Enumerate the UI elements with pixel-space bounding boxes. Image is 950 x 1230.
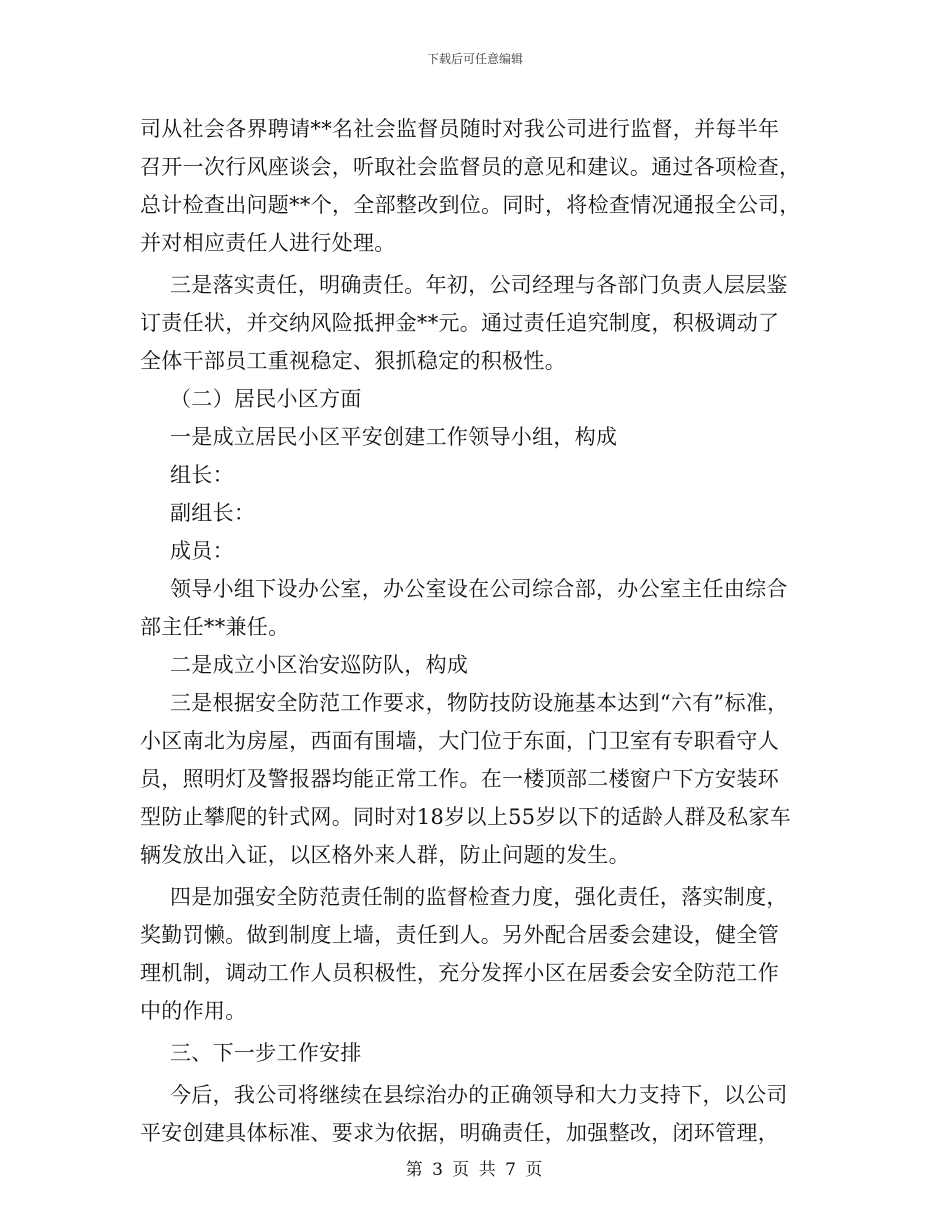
text-line: 总计检查出问题**个，全部整改到位。同时，将检查情况通报全公司， bbox=[140, 193, 801, 217]
text-line: 型防止攀爬的针式网。同时对18岁以上55岁以下的适龄人群及私家车 bbox=[140, 805, 792, 829]
text-line: 中的作用。 bbox=[140, 999, 247, 1023]
document-body bbox=[140, 110, 820, 1152]
text-line: 司从社会各界聘请**名社会监督员随时对我公司进行监督，并每半年 bbox=[140, 117, 780, 141]
paragraph-start: 四是加强安全防范责任制的监督检查力度，强化责任，落实制度， bbox=[170, 885, 788, 909]
text-line: 奖勤罚懒。做到制度上墙，责任到人。另外配合居委会建设，健全管 bbox=[140, 923, 779, 947]
text-line: 成员： bbox=[170, 539, 234, 563]
text-line: 订责任状，并交纳风险抵押金**元。通过责任追究制度，积极调动了 bbox=[140, 311, 780, 335]
text-line: 并对相应责任人进行处理。 bbox=[140, 231, 396, 255]
paragraph-start: 今后，我公司将继续在县综治办的正确领导和大力支持下，以公司 bbox=[170, 1083, 788, 1107]
text-line: 辆发放出入证，以区格外来人群，防止问题的发生。 bbox=[140, 843, 630, 867]
text-line: 员，照明灯及警报器均能正常工作。在一楼顶部二楼窗户下方安装环 bbox=[140, 767, 779, 791]
section-heading: （二）居民小区方面 bbox=[170, 387, 362, 411]
text-line: 全体干部员工重视稳定、狠抓稳定的积极性。 bbox=[140, 349, 566, 373]
paragraph-start: 一是成立居民小区平安创建工作领导小组，构成 bbox=[170, 425, 618, 449]
paragraph-start: 三是落实责任，明确责任。年初，公司经理与各部门负责人层层鉴 bbox=[170, 273, 788, 297]
text-line: 副组长： bbox=[170, 501, 256, 525]
text-line: 小区南北为房屋，西面有围墙，大门位于东面，门卫室有专职看守人 bbox=[140, 729, 779, 753]
page-header: 下载后可任意编辑 bbox=[426, 52, 523, 66]
text-line: 平安创建具体标准、要求为依据，明确责任，加强整改，闭环管理， bbox=[140, 1121, 779, 1145]
text-line: 理机制，调动工作人员积极性，充分发挥小区在居委会安全防范工作 bbox=[140, 961, 779, 985]
section-heading: 三、下一步工作安排 bbox=[170, 1041, 362, 1065]
text-line: 组长： bbox=[170, 463, 234, 487]
paragraph-start: 二是成立小区治安巡防队，构成 bbox=[170, 653, 469, 677]
paragraph-start: 三是根据安全防范工作要求，物防技防设施基本达到“六有”标准， bbox=[170, 691, 789, 715]
page-number-footer: 第 3 页 共 7 页 bbox=[405, 1160, 545, 1180]
paragraph-start: 领导小组下设办公室，办公室设在公司综合部，办公室主任由综合 bbox=[170, 577, 788, 601]
text-line: 召开一次行风座谈会，听取社会监督员的意见和建议。通过各项检查， bbox=[140, 155, 801, 179]
text-line: 部主任**兼任。 bbox=[140, 615, 290, 639]
